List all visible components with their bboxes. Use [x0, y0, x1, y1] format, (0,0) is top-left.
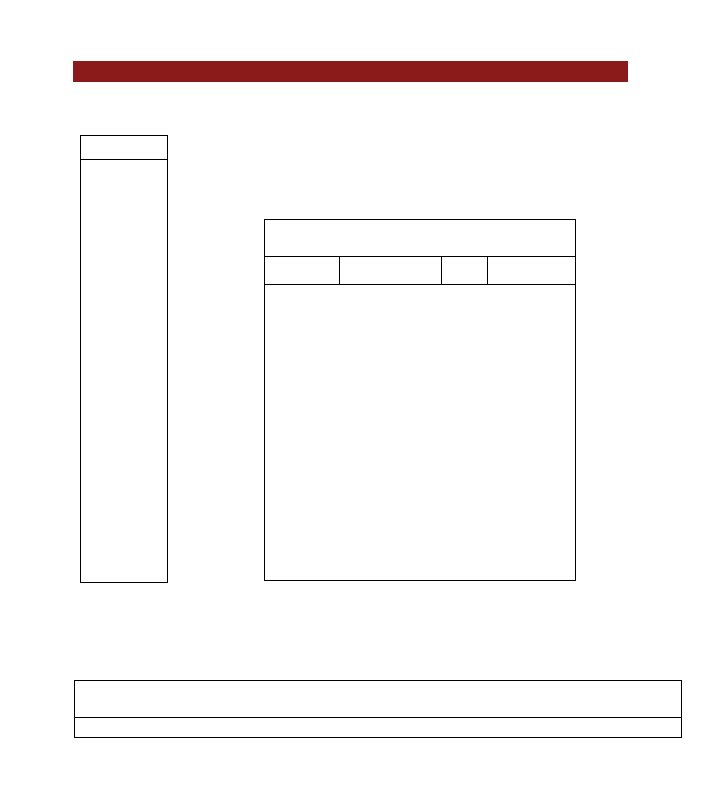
root-header-row: [265, 257, 575, 285]
sector-number-row: [75, 718, 681, 738]
header-first-cluster: [487, 257, 575, 285]
header-size: [441, 257, 487, 285]
sector-state-row: [75, 681, 681, 718]
fat-title: [81, 136, 167, 160]
header-file-extension: [339, 257, 441, 285]
root-directory-table: [264, 219, 576, 581]
section-banner: [73, 61, 628, 82]
root-grid: [265, 257, 575, 285]
header-file-name: [265, 257, 339, 285]
root-title: [265, 220, 575, 257]
sectors-grid: [74, 680, 682, 738]
initial-fat-table: [80, 135, 168, 583]
